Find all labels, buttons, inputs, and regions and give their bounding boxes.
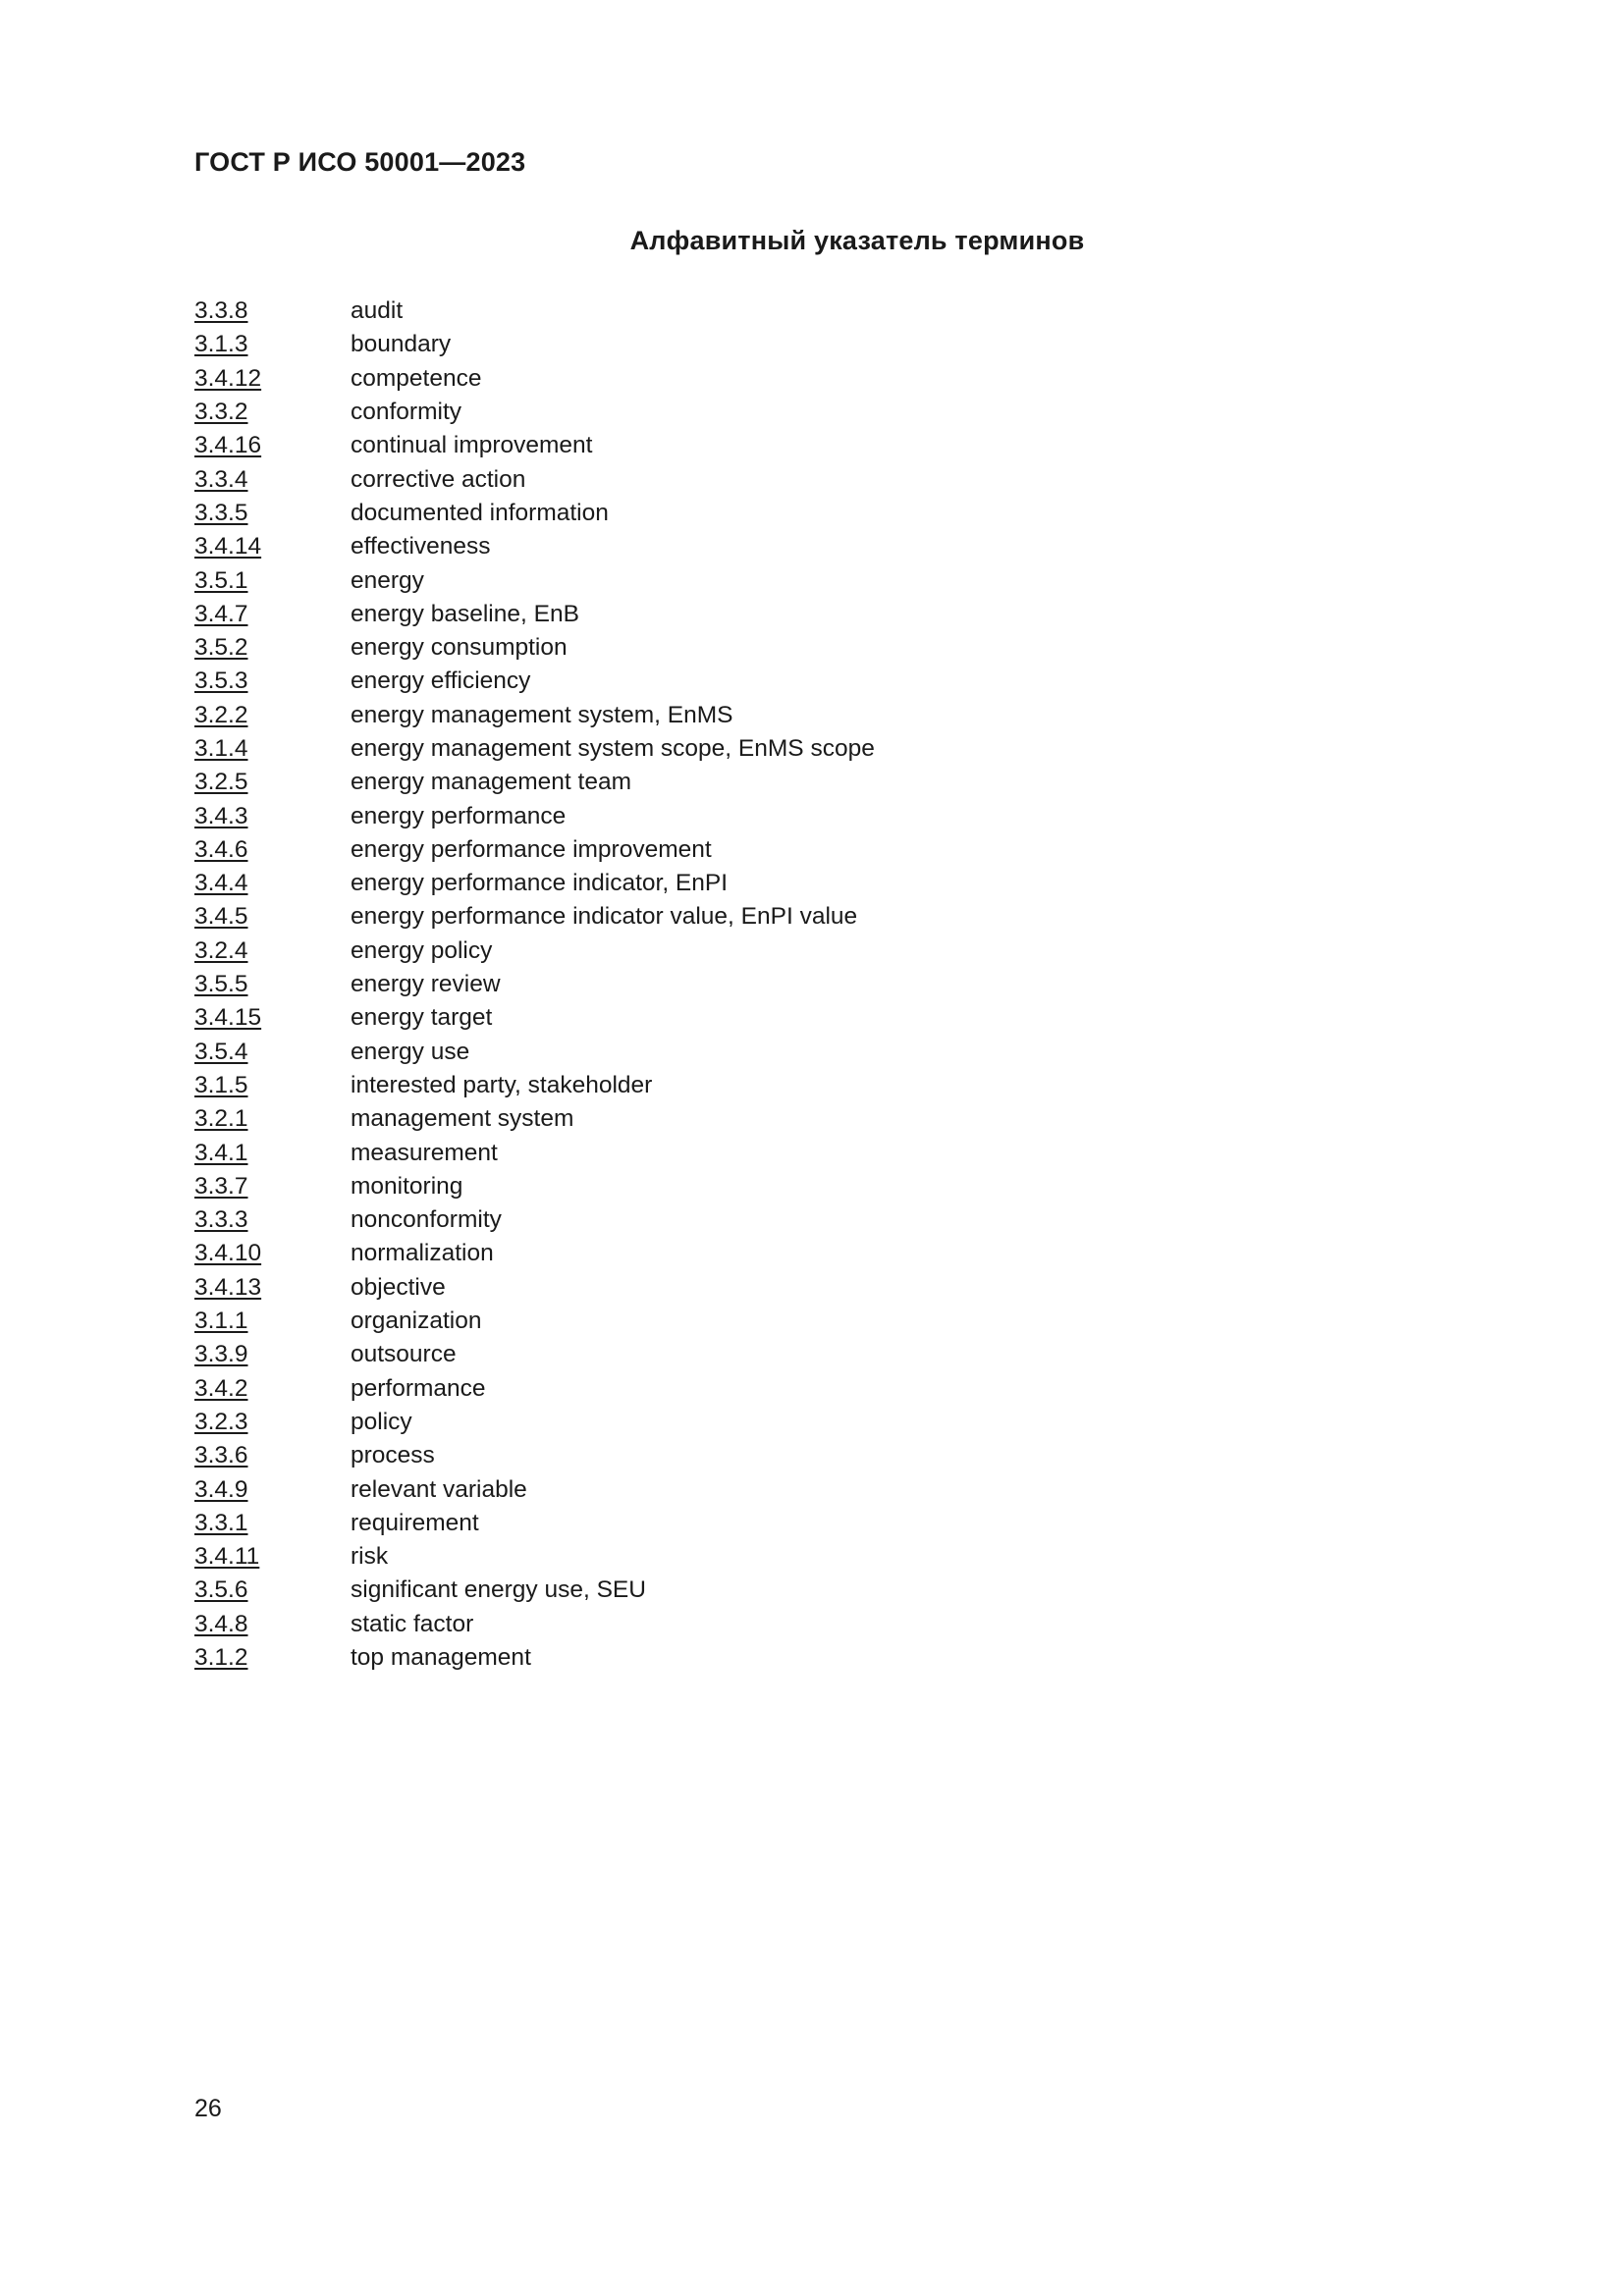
index-entry	[194, 699, 875, 732]
term-label: energy performance improvement	[351, 835, 712, 863]
term-reference-link[interactable]: 3.4.4	[194, 870, 248, 897]
index-entry	[194, 631, 875, 665]
term-reference-link[interactable]: 3.4.14	[194, 533, 262, 561]
term-label: energy management system scope, EnMS scope	[351, 735, 875, 762]
index-entry	[194, 833, 875, 867]
term-label: energy use	[351, 1038, 470, 1065]
term-reference-link[interactable]: 3.3.9	[194, 1341, 248, 1368]
term-label: energy policy	[351, 936, 493, 964]
index-entry	[194, 362, 875, 396]
index-entry	[194, 1540, 875, 1574]
term-label: top management	[351, 1644, 531, 1672]
term-label: conformity	[351, 399, 462, 426]
term-label: energy review	[351, 971, 501, 998]
term-reference-link[interactable]: 3.3.1	[194, 1509, 248, 1536]
index-entry	[194, 1372, 875, 1406]
index-entry	[194, 497, 875, 530]
term-label: requirement	[351, 1509, 479, 1536]
index-entry	[194, 766, 875, 799]
term-label: continual improvement	[351, 432, 593, 459]
term-label: monitoring	[351, 1172, 463, 1200]
term-reference-link[interactable]: 3.4.10	[194, 1240, 262, 1267]
index-entry	[194, 328, 875, 361]
term-reference-link[interactable]: 3.2.4	[194, 936, 248, 964]
term-reference-link[interactable]: 3.3.4	[194, 465, 248, 493]
index-entry	[194, 598, 875, 631]
term-label: objective	[351, 1273, 446, 1301]
term-reference-link[interactable]: 3.4.1	[194, 1139, 248, 1166]
term-reference-link[interactable]: 3.2.3	[194, 1408, 248, 1435]
term-label: energy consumption	[351, 634, 568, 662]
term-reference-link[interactable]: 3.1.2	[194, 1644, 248, 1672]
index-entry	[194, 1574, 875, 1607]
index-entry	[194, 968, 875, 1001]
index-entry	[194, 1608, 875, 1641]
term-reference-link[interactable]: 3.2.5	[194, 769, 248, 796]
term-reference-link[interactable]: 3.4.16	[194, 432, 262, 459]
term-reference-link[interactable]: 3.5.4	[194, 1038, 248, 1065]
term-label: policy	[351, 1408, 412, 1435]
term-label: energy	[351, 566, 424, 594]
term-label: energy performance	[351, 802, 567, 829]
term-label: risk	[351, 1543, 389, 1571]
term-label: normalization	[351, 1240, 494, 1267]
term-reference-link[interactable]: 3.4.13	[194, 1273, 262, 1301]
term-label: energy target	[351, 1004, 493, 1032]
term-label: performance	[351, 1374, 486, 1402]
term-reference-link[interactable]: 3.3.2	[194, 399, 248, 426]
index-entry	[194, 294, 875, 328]
index-entry	[194, 1001, 875, 1035]
term-reference-link[interactable]: 3.1.5	[194, 1071, 248, 1098]
term-reference-link[interactable]: 3.5.1	[194, 566, 248, 594]
index-entry	[194, 867, 875, 900]
index-entry	[194, 1170, 875, 1203]
index-entry	[194, 563, 875, 597]
index-entry	[194, 1507, 875, 1540]
term-label: static factor	[351, 1610, 474, 1637]
term-label: organization	[351, 1308, 482, 1335]
term-reference-link[interactable]: 3.4.15	[194, 1004, 262, 1032]
term-reference-link[interactable]: 3.2.1	[194, 1105, 248, 1133]
index-entry	[194, 1102, 875, 1136]
term-label: energy management team	[351, 769, 631, 796]
term-label: energy efficiency	[351, 667, 531, 695]
index-entry	[194, 1305, 875, 1338]
page-number: 26	[194, 2095, 222, 2122]
term-reference-link[interactable]: 3.5.3	[194, 667, 248, 695]
index-entry	[194, 1338, 875, 1371]
term-reference-link[interactable]: 3.4.11	[194, 1543, 260, 1571]
index-entry	[194, 1472, 875, 1506]
term-reference-link[interactable]: 3.4.8	[194, 1610, 248, 1637]
term-reference-link[interactable]: 3.4.9	[194, 1475, 248, 1503]
document-header: ГОСТ Р ИСО 50001—2023	[194, 147, 526, 177]
index-entry	[194, 462, 875, 496]
term-label: nonconformity	[351, 1206, 502, 1234]
term-reference-link[interactable]: 3.5.6	[194, 1576, 248, 1604]
index-entry	[194, 799, 875, 832]
index-entry	[194, 396, 875, 429]
index-entry	[194, 1406, 875, 1439]
term-label: energy baseline, EnB	[351, 600, 579, 627]
term-reference-link[interactable]: 3.4.5	[194, 903, 248, 931]
term-index-list	[194, 294, 875, 1675]
index-entry	[194, 934, 875, 968]
term-label: competence	[351, 364, 482, 392]
term-reference-link[interactable]: 3.4.12	[194, 364, 262, 392]
index-entry	[194, 1069, 875, 1102]
index-entry	[194, 1036, 875, 1069]
index-entry	[194, 1271, 875, 1305]
term-reference-link[interactable]: 3.3.5	[194, 499, 248, 526]
term-label: process	[351, 1442, 435, 1469]
term-label: management system	[351, 1105, 574, 1133]
term-label: audit	[351, 297, 404, 325]
index-entry	[194, 1439, 875, 1472]
index-entry	[194, 429, 875, 462]
term-reference-link[interactable]: 3.1.1	[194, 1308, 248, 1335]
index-entry	[194, 1203, 875, 1237]
term-label: energy performance indicator value, EnPI value	[351, 903, 858, 931]
term-label: outsource	[351, 1341, 457, 1368]
term-reference-link[interactable]: 3.3.6	[194, 1442, 248, 1469]
index-entry	[194, 732, 875, 766]
term-reference-link[interactable]: 3.4.7	[194, 600, 248, 627]
index-entry	[194, 1641, 875, 1675]
index-title: Алфавитный указатель терминов	[629, 226, 1085, 255]
index-entry	[194, 900, 875, 934]
index-entry	[194, 530, 875, 563]
term-label: measurement	[351, 1139, 498, 1166]
term-reference-link[interactable]: 3.2.2	[194, 701, 248, 728]
term-reference-link[interactable]: 3.5.5	[194, 971, 248, 998]
term-reference-link[interactable]: 3.3.8	[194, 297, 248, 325]
term-label: energy performance indicator, EnPI	[351, 870, 729, 897]
term-reference-link[interactable]: 3.4.2	[194, 1374, 248, 1402]
term-reference-link[interactable]: 3.3.3	[194, 1206, 248, 1234]
term-label: interested party, stakeholder	[351, 1071, 653, 1098]
term-reference-link[interactable]: 3.4.3	[194, 802, 248, 829]
term-label: documented information	[351, 499, 609, 526]
term-label: relevant variable	[351, 1475, 527, 1503]
index-entry	[194, 1237, 875, 1270]
term-label: corrective action	[351, 465, 526, 493]
term-label: effectiveness	[351, 533, 491, 561]
term-reference-link[interactable]: 3.4.6	[194, 835, 248, 863]
term-reference-link[interactable]: 3.1.4	[194, 735, 248, 762]
term-label: significant energy use, SEU	[351, 1576, 646, 1604]
term-label: energy management system, EnMS	[351, 701, 733, 728]
term-reference-link[interactable]: 3.3.7	[194, 1172, 248, 1200]
term-label: boundary	[351, 331, 452, 358]
index-entry	[194, 665, 875, 698]
term-reference-link[interactable]: 3.1.3	[194, 331, 248, 358]
term-reference-link[interactable]: 3.5.2	[194, 634, 248, 662]
index-entry	[194, 1136, 875, 1169]
